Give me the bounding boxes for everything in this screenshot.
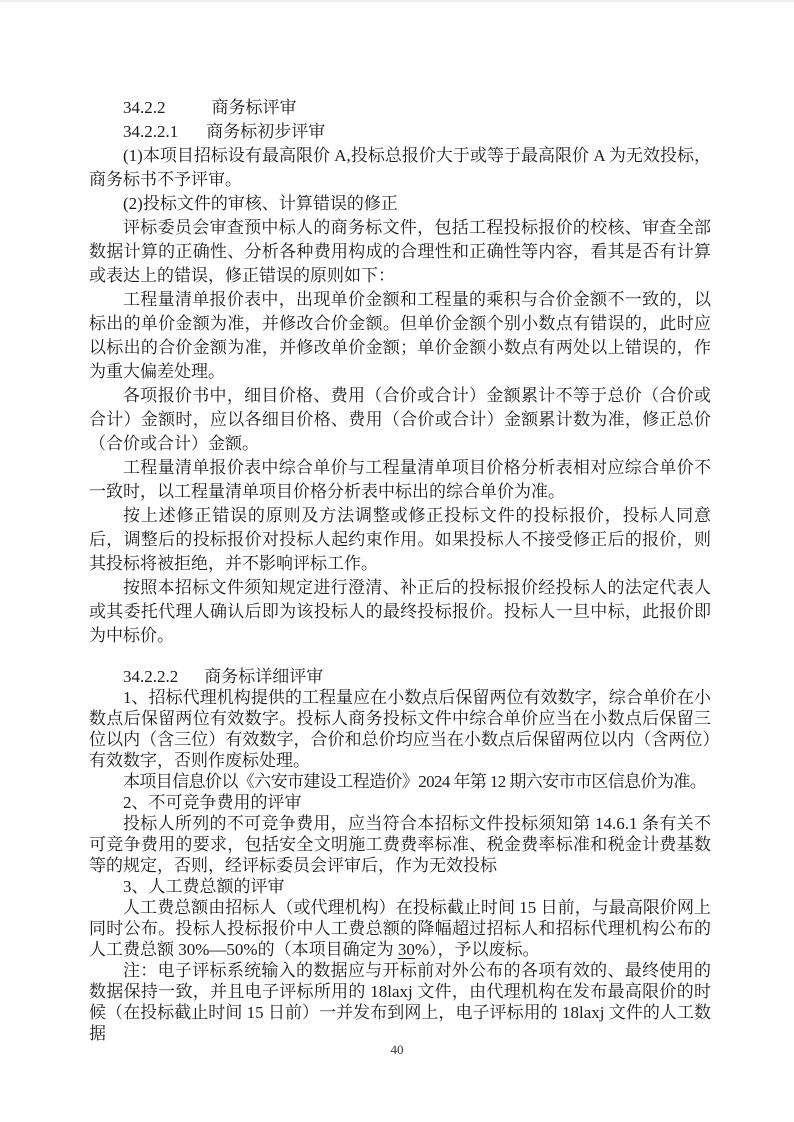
heading-number: 34.2.2 (123, 98, 166, 117)
paragraph-decimal-digits-rule: 1、招标代理机构提供的工程量应在小数点后保留两位有效数字，综合单价在小数点后保留两位有效数字。投标人商务投标文件中综合单价应当在小数点后保留三位以内（含三位）有效数字，合价和总价均应当在小数点后保留两位以内（含两位）有效数字，否则作废标处理。 (89, 688, 711, 770)
paragraph-committee-review: 评标委员会审查预中标人的商务标文件，包括工程投标报价的校核、审查全部数据计算的正确性、分析各种费用构成的合理性和正确性等内容，看其是否有计算或表达上的错误，修正错误的原则如下： (89, 218, 711, 285)
paragraph-final-bid-price: 按照本招标文件须知规定进行澄清、补正后的投标报价经投标人的法定代表人或其委托代理人确认后即为该投标人的最终投标报价。投标人一旦中标，此报价即为中标价。 (89, 578, 711, 645)
labor-cost-text: 人工费总额由招标人（或代理机构）在投标截止时间 15 日前，与最高限价网上同时公布。投标人投标报价中人工费总额的降幅超过招标人和招标代理机构公布的人工费总额 30%—50%的（本项目确定为 (89, 898, 711, 959)
heading-number: 34.2.2.2 (123, 667, 179, 686)
heading-number: 34.2.2.1 (123, 122, 179, 141)
paragraph-noncompetitive-fee-title: 2、不可竞争费用的评审 (123, 793, 302, 812)
paragraph-noncompetitive-fee-rule: 投标人所列的不可竞争费用，应当符合本招标文件投标须知第 14.6.1 条有关不可竞争费用的要求，包括安全文明施工费费率标准、税金费率标准和税金计费基数等的规定，否则，经评标委员会评审后，作为无效投标 (89, 814, 711, 875)
section-spacer (89, 648, 711, 666)
paragraph-info-price-basis: 本项目信息价以《六安市建设工程造价》2024 年第 12 期六安市市区信息价为准。 (123, 772, 707, 791)
paragraph-note-electronic-evaluation: 注：电子评标系统输入的数据应与开标前对外公布的各项有效的、最终使用的数据保持一致，并且电子评标所用的 18laxj 文件，由代理机构在发布最高限价的时候（在投标截止时间 15 日前）一并发布到网上，电子评标用的 18laxj 文件的人工数据 (89, 961, 711, 1043)
section-commercial-bid-evaluation (89, 96, 711, 648)
page-number: 40 (390, 1042, 404, 1057)
page-content (89, 96, 711, 1044)
heading-34-2-2-1 (89, 120, 711, 144)
heading-title: 商务标评审 (211, 98, 297, 117)
labor-cost-threshold-underlined: 30 (397, 940, 415, 959)
labor-cost-text-end: %），予以废标。 (414, 940, 540, 959)
heading-34-2-2 (89, 96, 711, 120)
heading-title: 商务标初步评审 (206, 122, 326, 141)
section-detailed-evaluation (89, 666, 711, 1044)
paragraph-max-price-rule: (1)本项目招标设有最高限价 A,投标总报价大于或等于最高限价 A 为无效投标，商务标书不予评审。 (89, 146, 711, 189)
heading-title: 商务标详细评审 (204, 667, 324, 686)
heading-34-2-2-2 (89, 666, 711, 687)
paragraph-labor-cost-title: 3、人工费总额的评审 (123, 877, 285, 896)
paragraph-composite-price-rule: 工程量清单报价表中综合单价与工程量清单项目价格分析表相对应综合单价不一致时，以工程量清单项目价格分析表中标出的综合单价为准。 (89, 458, 711, 501)
paragraph-correction-binding: 按上述修正错误的原则及方法调整或修正投标文件的投标报价，投标人同意后，调整后的投标报价对投标人起约束作用。如果投标人不接受修正后的报价，则其投标将被拒绝，并不影响评标工作。 (89, 506, 711, 573)
paragraph-labor-cost-rule (89, 897, 711, 960)
paragraph-unit-price-rule: 工程量清单报价表中，出现单价金额和工程量的乘积与合价金额不一致的，以标出的单价金额为准，并修改合价金额。但单价金额个别小数点有错误的，此时应以标出的合价金额为准，并修改单价金额；单价金额小数点有两处以上错误的，作为重大偏差处理。 (89, 290, 711, 381)
paragraph-subtotal-rule: 各项报价书中，细目价格、费用（合价或合计）金额累计不等于总价（合价或合计）金额时，应以各细目价格、费用（合价或合计）金额累计数为准，修正总价（合价或合计）金额。 (89, 386, 711, 453)
paragraph-review-correction-title: (2)投标文件的审核、计算错误的修正 (123, 194, 398, 213)
